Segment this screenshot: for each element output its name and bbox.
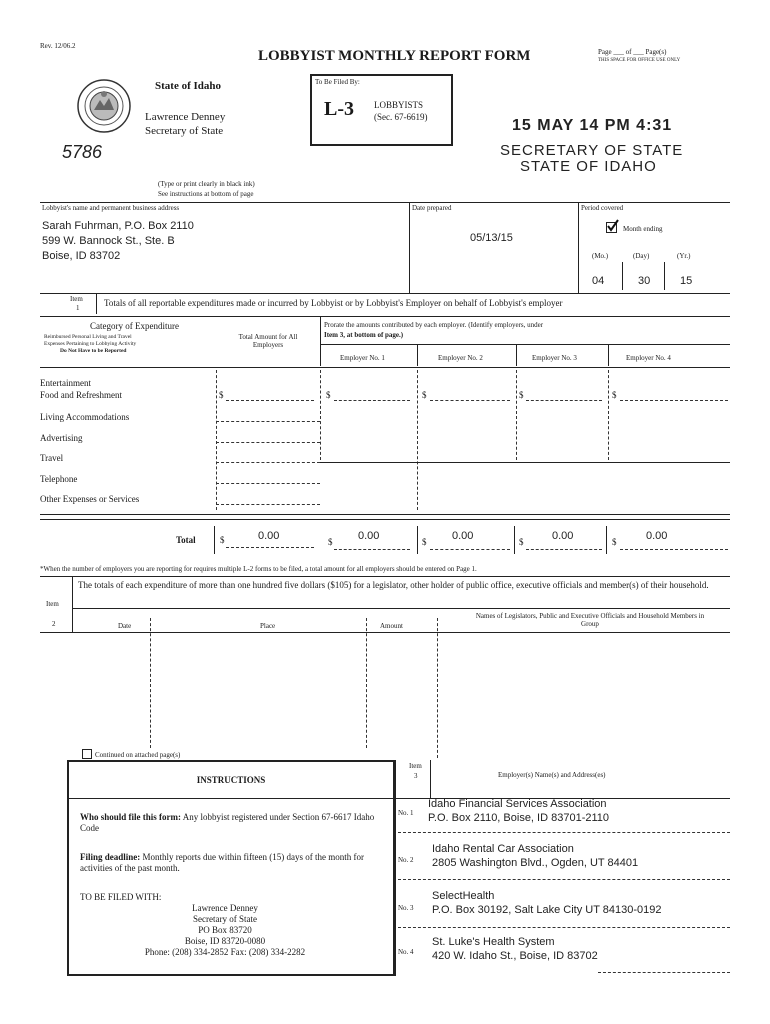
received-stamp-date: 15 MAY 14 PM 4:31 [512, 117, 673, 134]
month-ending-checkbox[interactable] [606, 222, 617, 233]
handwritten-note: 5786 [62, 142, 103, 162]
item3-label: Item [409, 762, 422, 770]
who-text: Any lobbyist registered under Section 67-6617 Idaho Code [80, 812, 375, 833]
employer-4-address: 420 W. Idaho St., Boise, ID 83702 [432, 950, 598, 962]
deadline-label: Filing deadline: [80, 852, 141, 862]
row-telephone: Telephone [40, 474, 78, 484]
form-code-desc: LOBBYISTS [374, 100, 424, 110]
item3-heading: Employer(s) Name(s) and Address(es) [498, 771, 606, 779]
prorate-header-2: Item 3, at bottom of page.) [324, 331, 404, 339]
continued-label: Continued on attached page(s) [95, 751, 181, 759]
category-sub-3: Do Not Have to be Reported [60, 348, 127, 354]
item2-label: Item [46, 600, 59, 608]
form-code: L-3 [324, 98, 354, 120]
secretary-name: Lawrence Denney [145, 111, 226, 123]
employer-3-no: No. 3 [398, 904, 414, 912]
employer-1-address: P.O. Box 2110, Boise, ID 83701-2110 [428, 812, 610, 824]
secretary-title: Secretary of State [145, 125, 224, 137]
total-dollar-emp4: $ [612, 537, 617, 547]
received-stamp-office: SECRETARY OF STATE [500, 142, 684, 159]
employer-col-1: Employer No. 1 [340, 354, 385, 362]
total-value-all: 0.00 [258, 530, 280, 542]
employer-col-3: Employer No. 3 [532, 354, 577, 362]
employer-col-2: Employer No. 2 [438, 354, 483, 362]
item2-col-date: Date [118, 622, 132, 630]
state-name: State of Idaho [155, 80, 222, 92]
type-print-note: (Type or print clearly in black ink) [158, 180, 255, 188]
received-stamp-state: STATE OF IDAHO [520, 158, 657, 175]
dollar-sign-total: $ [219, 390, 224, 400]
year-col-label: (Yr.) [677, 252, 691, 260]
row-living: Living Accommodations [40, 412, 130, 422]
who-should-file [80, 812, 386, 834]
who-label: Who should file this form: [80, 812, 182, 822]
date-prepared-value: 05/13/15 [470, 232, 513, 244]
employer-1-name: Idaho Financial Services Association [428, 798, 607, 810]
address-label: Lobbyist's name and permanent business address [42, 204, 180, 212]
see-instructions-note: See instructions at bottom of page [158, 190, 254, 198]
total-value-emp1: 0.00 [358, 530, 380, 542]
dollar-sign-emp1: $ [326, 390, 331, 400]
employer-2-name: Idaho Rental Car Association [432, 843, 574, 855]
category-sub-1: Reimbursed Personal Living and Travel [44, 334, 132, 340]
item2-number: 2 [52, 620, 56, 628]
month-col-label: (Mo.) [592, 252, 609, 260]
row-other: Other Expenses or Services [40, 494, 140, 504]
item1-number: 1 [76, 304, 80, 312]
employer-4-no: No. 4 [398, 948, 414, 956]
deadline-text: Monthly reports due within fifteen (15) days of the month for activities of the past month. [80, 852, 364, 873]
file-with-addr-1: Lawrence Denney [192, 903, 258, 913]
total-value-emp4: 0.00 [646, 530, 668, 542]
item1-footnote: *When the number of employers you are reporting for requires multiple L-2 forms to be filed, a total amount for all employers should be entered on Page 1. [40, 565, 477, 573]
employer-col-4: Employer No. 4 [626, 354, 671, 362]
employer-3-name: SelectHealth [432, 890, 495, 902]
date-prepared-label: Date prepared [412, 204, 452, 212]
month-ending-label: Month ending [623, 225, 663, 233]
file-with-label: TO BE FILED WITH: [80, 892, 162, 902]
category-header: Category of Expenditure [90, 321, 179, 331]
employer-2-no: No. 2 [398, 856, 414, 864]
file-with-addr-4: Boise, ID 83720-0080 [184, 936, 266, 946]
total-dollar-emp2: $ [422, 537, 427, 547]
item1-label-box [64, 294, 97, 314]
page-of: Page ___ of ___ Page(s) [598, 48, 667, 56]
month-value: 04 [592, 275, 605, 287]
total-dollar-emp1: $ [328, 537, 333, 547]
category-sub-2: Expenses Pertaining to Lobbying Activity [44, 341, 137, 347]
form-title: LOBBYIST MONTHLY REPORT FORM [258, 48, 531, 64]
employer-4-name: St. Luke's Health System [432, 936, 555, 948]
form-code-section: (Sec. 67-6619) [374, 112, 428, 122]
period-covered-label: Period covered [581, 204, 624, 212]
dollar-sign-emp4: $ [612, 390, 617, 400]
row-food: Food and Refreshment [40, 390, 122, 400]
office-use-label: THIS SPACE FOR OFFICE USE ONLY [598, 58, 681, 63]
day-value: 30 [638, 275, 651, 287]
item1-heading: Totals of all reportable expenditures made or incurred by Lobbyist or by Lobbyist's Employer on behalf of Lobbyist's employer [104, 298, 563, 308]
filing-deadline [80, 852, 386, 874]
row-entertainment: Entertainment [40, 378, 91, 388]
year-value: 15 [680, 275, 693, 287]
row-advertising: Advertising [40, 433, 83, 443]
total-value-emp3: 0.00 [552, 530, 574, 542]
check-mark-icon [606, 219, 620, 233]
total-label: Total [176, 535, 196, 545]
employer-2-address: 2805 Washington Blvd., Ogden, UT 84401 [432, 857, 639, 869]
address-line-2: 599 W. Bannock St., Ste. B [42, 235, 175, 247]
file-with-addr-2: Secretary of State [193, 914, 257, 924]
revision-label: Rev. 12/06.2 [40, 42, 76, 50]
to-be-filed-by: To Be Filed By: [315, 78, 360, 86]
item1-label: Item [70, 295, 83, 303]
dollar-sign-emp2: $ [422, 390, 427, 400]
item2-col-amount: Amount [380, 622, 403, 630]
file-with-phone: Phone: (208) 334-2852 Fax: (208) 334-2282 [144, 947, 306, 957]
file-with-addr-3: PO Box 83720 [198, 925, 252, 935]
total-dollar-all: $ [220, 535, 225, 545]
item2-heading: The totals of each expenditure of more than one hundred five dollars ($105) for a legislator, other holder of public office, executive officials and member(s) of their household. [78, 580, 709, 590]
form-code-box [310, 74, 453, 146]
total-value-emp2: 0.00 [452, 530, 474, 542]
prorate-header: Prorate the amounts contributed by each employer. (Identify employers, under [324, 321, 544, 329]
total-amount-header: Total Amount for All Employers [238, 333, 298, 349]
total-dollar-emp3: $ [519, 537, 524, 547]
day-col-label: (Day) [633, 252, 650, 260]
state-seal-icon [76, 78, 132, 134]
continued-checkbox[interactable] [82, 749, 92, 759]
employer-1-no: No. 1 [398, 809, 414, 817]
row-travel: Travel [40, 453, 64, 463]
item2-col-names: Names of Legislators, Public and Executive Officials and Household Members in Group [475, 612, 705, 628]
item3-number: 3 [414, 772, 418, 780]
instructions-title: INSTRUCTIONS [196, 775, 266, 785]
address-line-1: Sarah Fuhrman, P.O. Box 2110 [42, 220, 194, 232]
item2-col-place: Place [260, 622, 276, 630]
address-line-3: Boise, ID 83702 [42, 250, 121, 262]
dollar-sign-emp3: $ [519, 390, 524, 400]
employer-3-address: P.O. Box 30192, Salt Lake City UT 84130-0192 [432, 904, 662, 916]
